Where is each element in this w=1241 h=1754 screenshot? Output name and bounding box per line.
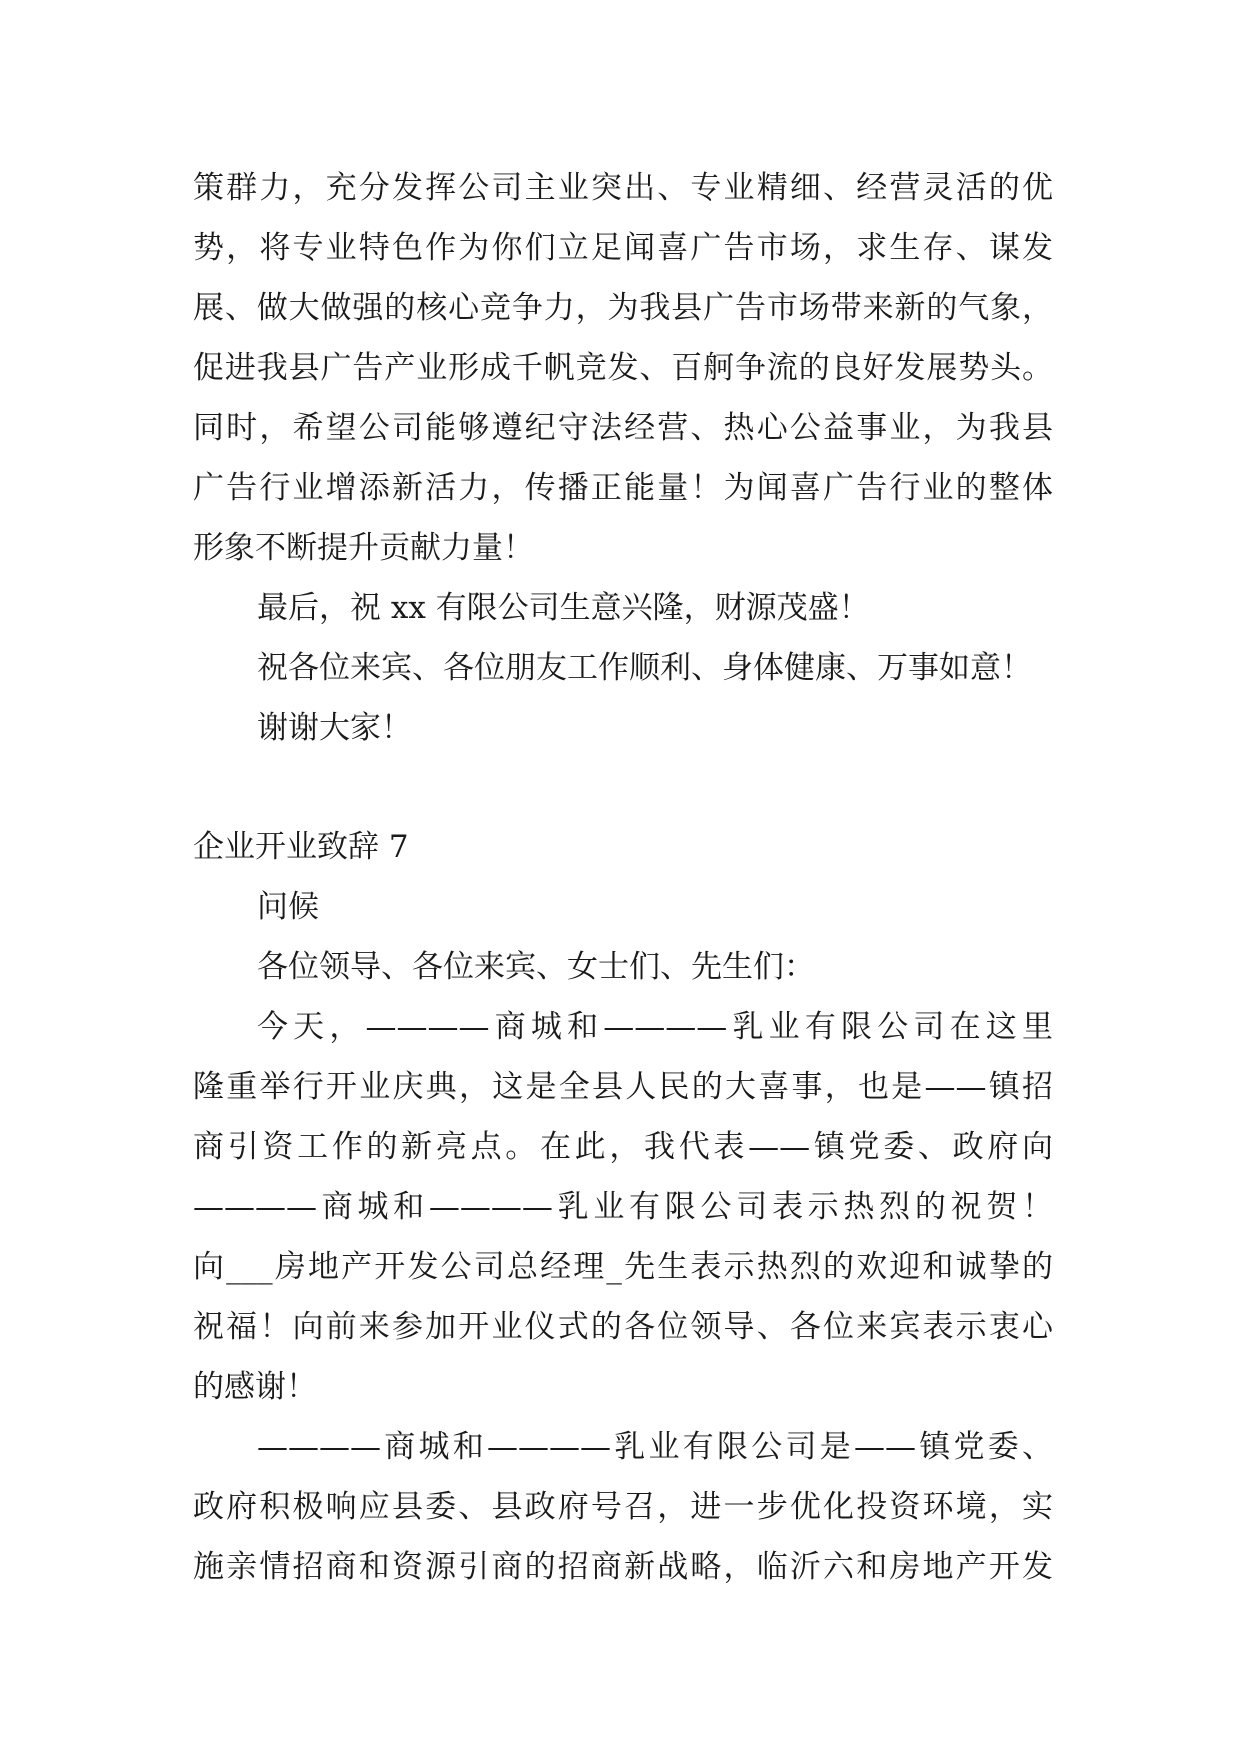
- salutation: 各位领导、各位来宾、女士们、先生们：: [257, 949, 815, 985]
- text-line: 政府积极响应县委、县政府号召，进一步优化投资环境，实: [193, 1489, 1053, 1525]
- paragraph-company: [193, 1417, 1053, 1597]
- text-line: ————商城和————乳业有限公司表示热烈的祝贺！: [193, 1189, 1053, 1225]
- paragraph-opening: [193, 997, 1053, 1417]
- section-spacer: [193, 758, 1053, 817]
- section-heading: 企业开业致辞 7: [193, 829, 409, 865]
- text-line: 促进我县广告产业形成千帆竞发、百舸争流的良好发展势头。: [193, 350, 1053, 386]
- closing-wish: 最后，祝 xx 有限公司生意兴隆，财源茂盛！: [257, 590, 870, 626]
- text-line: 的感谢！: [193, 1369, 317, 1405]
- text-line: 同时，希望公司能够遵纪守法经营、热心公益事业，为我县: [193, 410, 1053, 446]
- text-line: 势，将专业特色作为你们立足闻喜广告市场，求生存、谋发: [193, 230, 1053, 266]
- text-line: 今天，————商城和————乳业有限公司在这里: [257, 1009, 1053, 1045]
- closing-wish: 祝各位来宾、各位朋友工作顺利、身体健康、万事如意！: [257, 650, 1032, 686]
- text-line: 展、做大做强的核心竞争力，为我县广告市场带来新的气象，: [193, 290, 1053, 326]
- paragraph-continuation: [193, 158, 1053, 578]
- text-line: 策群力，充分发挥公司主业突出、专业精细、经营灵活的优: [193, 170, 1053, 206]
- closing-thanks: 谢谢大家！: [257, 710, 412, 746]
- text-line: 施亲情招商和资源引商的招商新战略，临沂六和房地产开发: [193, 1549, 1053, 1585]
- text-line: 形象不断提升贡献力量！: [193, 530, 534, 566]
- text-line: 向___房地产开发公司总经理_先生表示热烈的欢迎和诚挚的: [193, 1249, 1053, 1285]
- text-line: 广告行业增添新活力，传播正能量！为闻喜广告行业的整体: [193, 470, 1053, 506]
- text-line: ————商城和————乳业有限公司是——镇党委、: [257, 1429, 1053, 1465]
- text-line: 隆重举行开业庆典，这是全县人民的大喜事，也是——镇招: [193, 1069, 1053, 1105]
- document-body: [193, 158, 1053, 1597]
- text-line: 祝福！向前来参加开业仪式的各位领导、各位来宾表示衷心: [193, 1309, 1053, 1345]
- greeting-label: 问候: [257, 889, 319, 925]
- text-line: 商引资工作的新亮点。在此，我代表——镇党委、政府向: [193, 1129, 1053, 1165]
